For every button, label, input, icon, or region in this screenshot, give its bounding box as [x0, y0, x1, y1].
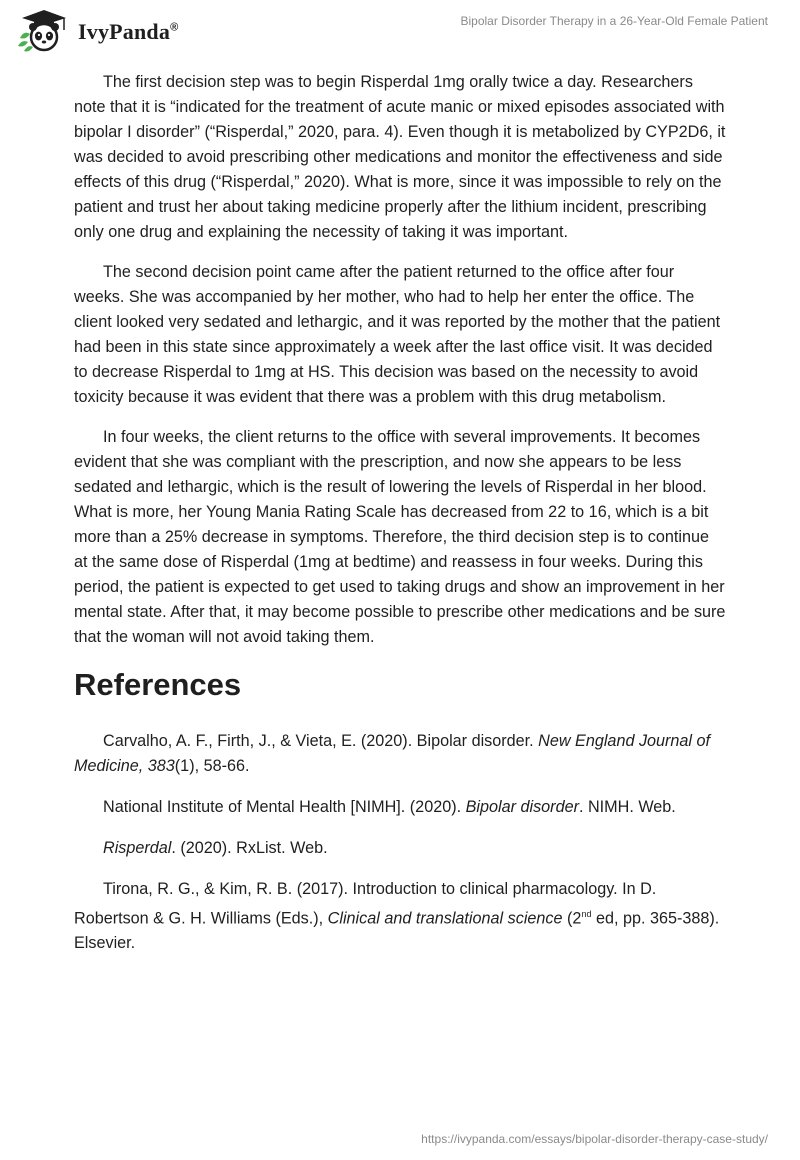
ref4-text: Tirona, R. G., & Kim, R. B. (2017). Introduction to clinical pharmacology. In D. Robertson & G. H. Williams (Eds.), — [74, 880, 657, 928]
ref3-source: . (2020). RxList. Web. — [171, 839, 328, 857]
ref1-text: Carvalho, A. F., Firth, J., & Vieta, E. (2020). Bipolar disorder. — [103, 732, 539, 750]
panda-graduate-icon — [14, 8, 74, 52]
brand-name-text: IvyPanda — [78, 19, 171, 44]
ivypanda-logo[interactable] — [14, 8, 178, 52]
ref2-title: Bipolar disorder — [465, 798, 579, 816]
ref4-edition: (2 — [562, 909, 582, 928]
document-title: Bipolar Disorder Therapy in a 26-Year-Old Female Patient — [460, 14, 768, 28]
ref4-book: Clinical and translational science — [327, 909, 563, 928]
ref4-pages: ed, pp. 365-388). Elsevier. — [74, 909, 720, 953]
body-paragraph-3: In four weeks, the client returns to the office with several improvements. It becomes evident that she was compliant with the prescription, and now she appears to be less sedated and lethargic, which is the result of lowering the levels of Risperdal in her blood. What is more, her Young Mania Rating Scale has decreased from 22 to 16, which is a bit more than a 25% decrease in symptoms. Therefore, the third decision step is to continue at the same dose of Risperdal (1mg at bedtime) and reassess in four weeks. During this period, the patient is expected to get used to taking drugs and show an improvement in her mental state. After that, it may become possible to prescribe other medications and be sure that the woman will not avoid taking them. — [74, 428, 726, 646]
ref2-text: National Institute of Mental Health [NIMH]. (2020). — [103, 798, 466, 816]
body-paragraph-1: The first decision step was to begin Risperdal 1mg orally twice a day. Researchers note that it is “indicated for the treatment of acute manic or mixed episodes associated with bipolar I disorder” (“Risperdal,” 2020, para. 4). Even though it is metabolized by CYP2D6, it was decided to avoid prescribing other medications and monitor the effectiveness and side effects of this drug (“Risperdal,” 2020). What is more, since it was impossible to rely on the patient and trust her about taking medicine properly after the lithium incident, prescribing only one drug and explaining the necessity of taking it was important. — [74, 73, 726, 241]
body-paragraph-2: The second decision point came after the patient returned to the office after four weeks. She was accompanied by her mother, who had to help her enter the office. The client looked very sedated and lethargic, and it was reported by the mother that the patient had been in this state since approximately a week after the last office visit. It was decided to decrease Risperdal to 1mg at HS. This decision was based on the necessity to avoid toxicity because it was evident that there was a problem with this drug metabolism. — [74, 263, 721, 406]
ref1-pages: (1), 58-66. — [174, 757, 250, 775]
source-url[interactable]: https://ivypanda.com/essays/bipolar-disorder-therapy-case-study/ — [421, 1132, 768, 1146]
reference-tirona — [74, 877, 726, 956]
reference-nimh — [74, 795, 726, 820]
ref2-source: . NIMH. Web. — [578, 798, 676, 816]
registered-mark: ® — [170, 21, 179, 34]
ref1-journal: New England Journal of Medicine, 383 — [74, 732, 711, 775]
reference-risperdal — [74, 836, 726, 861]
reference-carvalho — [74, 729, 726, 779]
ref3-title: Risperdal — [103, 839, 172, 857]
essay-content — [74, 70, 726, 972]
brand-name — [78, 19, 178, 45]
page-header — [0, 0, 800, 60]
ref4-edition-suffix: nd — [581, 909, 592, 919]
references-heading: References — [74, 667, 242, 702]
